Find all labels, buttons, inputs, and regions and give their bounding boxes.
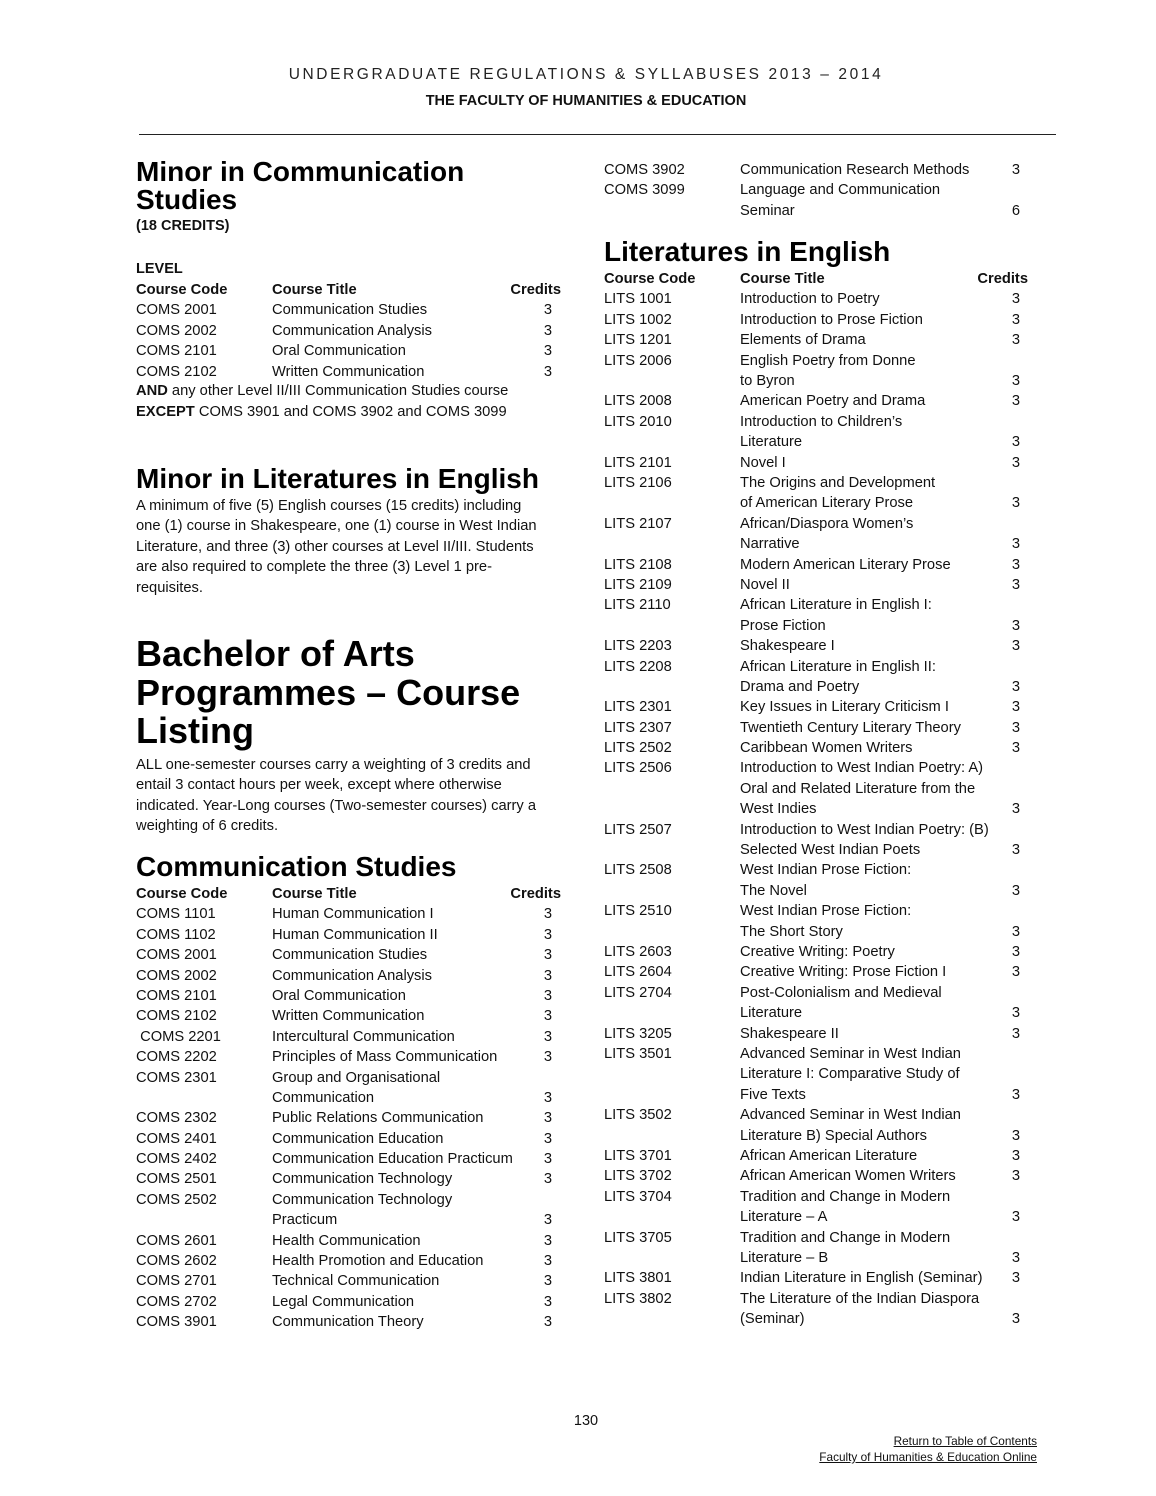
course-code: LITS 1201 — [604, 332, 672, 349]
table-row — [604, 983, 1034, 1024]
course-code: COMS 2002 — [136, 967, 217, 984]
course-credits: 3 — [1011, 291, 1020, 308]
faculty-header: THE FACULTY OF HUMANITIES & EDUCATION — [425, 93, 747, 109]
course-code: LITS 2109 — [604, 576, 672, 593]
course-credits: 3 — [543, 1110, 552, 1127]
course-credits: 3 — [1011, 1086, 1020, 1103]
course-credits: 3 — [1011, 311, 1020, 328]
credits-note: (18 CREDITS) — [136, 218, 230, 234]
table-row — [136, 1006, 572, 1026]
table-row — [136, 1068, 572, 1109]
table-row — [604, 391, 1034, 411]
table-row — [604, 758, 1034, 819]
course-title: Novel II — [740, 576, 790, 593]
course-credits: 3 — [1011, 576, 1020, 593]
course-credits: 3 — [1011, 740, 1020, 757]
table-row — [604, 1105, 1034, 1146]
course-credits: 3 — [1011, 556, 1020, 573]
table-row — [604, 820, 1034, 861]
course-code: LITS 2110 — [604, 597, 671, 614]
course-credits: 3 — [1011, 162, 1020, 178]
course-credits: 3 — [1011, 536, 1020, 553]
lit-english-heading: Literatures in English — [604, 236, 891, 267]
paragraph-line: indicated. Year-Long courses (Two-semester courses) carry a — [136, 797, 537, 814]
course-title: African American Literature — [740, 1148, 918, 1164]
ba-heading-line3: Listing — [136, 710, 254, 751]
header-course-code: Course Code — [136, 886, 228, 902]
table-row — [604, 1024, 1034, 1044]
course-title: Creative Writing: Poetry — [740, 944, 895, 961]
table-row — [136, 341, 572, 361]
course-title: Principles of Mass Communication — [272, 1049, 498, 1066]
table-row — [604, 901, 1034, 942]
course-credits: 3 — [1011, 372, 1020, 389]
course-code: LITS 2507 — [604, 821, 672, 838]
paragraph-line: requisites. — [136, 579, 203, 596]
course-code: LITS 2108 — [604, 556, 672, 573]
header-course-code: Course Code — [604, 271, 696, 287]
course-code: LITS 2502 — [604, 740, 672, 757]
course-title: Human Communication II — [272, 926, 438, 943]
course-credits: 3 — [543, 1130, 552, 1147]
table-row — [604, 514, 1034, 555]
course-code: LITS 2106 — [604, 474, 672, 491]
table-header — [604, 269, 1034, 289]
course-credits: 3 — [543, 1253, 552, 1270]
course-credits: 3 — [1011, 719, 1020, 736]
return-to-toc-link[interactable]: Return to Table of Contents — [893, 1434, 1037, 1448]
course-code: LITS 2208 — [604, 658, 672, 675]
course-code: LITS 1002 — [604, 311, 672, 328]
course-code: LITS 3501 — [604, 1046, 672, 1063]
table-row — [136, 1129, 572, 1149]
course-code: LITS 3702 — [604, 1168, 672, 1185]
table-row — [136, 1251, 572, 1271]
table-row — [136, 321, 572, 341]
course-title: Communication Research Methods — [740, 162, 970, 178]
course-title: Communication Studies — [272, 947, 428, 964]
course-code: COMS 2502 — [136, 1191, 217, 1208]
table-row — [604, 1166, 1034, 1186]
course-title: Technical Communication — [272, 1273, 440, 1290]
table-row — [604, 657, 1034, 698]
course-credits: 3 — [543, 1273, 552, 1290]
table-row — [136, 904, 572, 924]
table-row — [604, 351, 1034, 392]
course-title: Language and Communication Seminar — [740, 182, 941, 219]
course-title: African/Diaspora Women’s Narrative — [740, 515, 914, 553]
course-code: COMS 2001 — [136, 302, 217, 319]
course-code: COMS 1102 — [136, 926, 216, 943]
course-title: Tradition and Change in Modern Literature – B — [740, 1229, 951, 1266]
course-credits: 3 — [1011, 964, 1020, 981]
paragraph-line: weighting of 6 credits. — [136, 818, 279, 835]
course-code: COMS 2702 — [136, 1293, 217, 1310]
course-title: Communication Education — [272, 1130, 444, 1147]
course-code: LITS 2010 — [604, 413, 672, 430]
table-row — [136, 1312, 572, 1332]
course-title: Written Communication — [272, 363, 425, 380]
table-row — [136, 362, 572, 382]
table-row — [136, 1271, 572, 1291]
course-credits: 3 — [543, 1314, 552, 1331]
table-row — [604, 412, 1034, 453]
course-credits: 3 — [543, 302, 552, 319]
course-title: Oral Communication — [272, 343, 406, 360]
course-credits: 3 — [1011, 678, 1020, 695]
paragraph-line: Literature, and three (3) other courses at Level II/III. Students — [136, 538, 534, 555]
table-row — [604, 160, 1034, 180]
table-row — [136, 1047, 572, 1067]
course-code: COMS 2601 — [136, 1232, 217, 1249]
course-credits: 3 — [543, 322, 552, 339]
table-row — [136, 1231, 572, 1251]
course-credits: 6 — [1011, 202, 1020, 219]
course-code: LITS 3705 — [604, 1229, 672, 1246]
ba-heading-line2: Programmes – Course — [136, 671, 521, 713]
except-text: COMS 3901 and COMS 3902 and COMS 3099 — [194, 404, 507, 420]
minor-comm-heading-line1: Minor in Communication — [136, 156, 465, 187]
course-credits: 3 — [543, 1028, 552, 1045]
course-code: LITS 2008 — [604, 393, 672, 410]
and-text: any other Level II/III Communication Studies course — [167, 383, 509, 399]
minor-lit-heading: Minor in Literatures in English — [136, 463, 539, 494]
table-row — [604, 738, 1034, 758]
header-rule — [139, 134, 1056, 135]
course-title: Health Promotion and Education — [272, 1253, 484, 1270]
course-credits: 3 — [1011, 434, 1020, 451]
table-row — [604, 942, 1034, 962]
header-course-title: Course Title — [272, 282, 357, 298]
course-title: Communication Studies — [272, 302, 428, 319]
course-title: African Literature in English II: Drama and Poetry — [740, 658, 936, 695]
table-row — [604, 1228, 1034, 1269]
course-credits: 3 — [543, 947, 552, 964]
course-code: COMS 2002 — [136, 322, 217, 339]
course-title: Elements of Drama — [740, 332, 866, 349]
course-title: Group and Organisational Communication — [272, 1069, 441, 1106]
lit-english-table — [604, 269, 1034, 1330]
table-row — [604, 575, 1034, 595]
course-credits: 3 — [1011, 842, 1020, 859]
table-row — [604, 718, 1034, 738]
course-title: Introduction to West Indian Poetry: (B) Selected West Indian Poets — [740, 821, 989, 859]
table-row — [604, 595, 1034, 636]
course-title: Introduction to Poetry — [740, 291, 880, 308]
header-credits: Credits — [977, 271, 1028, 287]
course-title: The Origins and Development of American Literary Prose — [740, 474, 936, 512]
course-credits: 3 — [1011, 1148, 1020, 1164]
course-credits: 3 — [1011, 393, 1020, 410]
course-title: Intercultural Communication — [272, 1028, 455, 1045]
course-title: The Literature of the Indian Diaspora (Seminar) — [740, 1290, 980, 1328]
course-title: African American Women Writers — [740, 1168, 956, 1185]
course-code: COMS 2101 — [136, 343, 217, 360]
course-title: Key Issues in Literary Criticism I — [740, 699, 949, 716]
except-label: EXCEPT — [136, 404, 195, 420]
table-row — [604, 453, 1034, 473]
course-title: Health Communication — [272, 1232, 421, 1249]
and-label: AND — [136, 383, 168, 399]
course-title: Advanced Seminar in West Indian Literature B) Special Authors — [740, 1107, 961, 1144]
course-code: COMS 2701 — [136, 1273, 217, 1290]
table-row — [604, 473, 1034, 514]
course-title: Communication Technology — [272, 1171, 453, 1188]
table-row — [136, 1292, 572, 1312]
and-note — [136, 383, 508, 399]
paragraph-line: one (1) course in Shakespeare, one (1) course in West Indian — [136, 518, 537, 535]
course-credits: 3 — [1011, 699, 1020, 716]
course-code: LITS 3801 — [604, 1270, 672, 1287]
table-row — [604, 310, 1034, 330]
except-note — [136, 404, 507, 420]
course-credits: 3 — [543, 343, 552, 360]
course-code: LITS 2704 — [604, 984, 672, 1001]
course-code: COMS 2602 — [136, 1253, 217, 1270]
course-code: LITS 3701 — [604, 1148, 672, 1164]
course-code: LITS 2107 — [604, 515, 672, 532]
course-code: COMS 3099 — [604, 182, 685, 199]
course-title: Public Relations Communication — [272, 1110, 484, 1127]
table-row — [136, 1190, 572, 1231]
course-credits: 3 — [1011, 1127, 1020, 1144]
course-title: English Poetry from Donne to Byron — [740, 352, 916, 389]
course-credits: 3 — [543, 1212, 552, 1229]
course-credits: 3 — [1011, 495, 1020, 512]
ba-paragraph — [136, 755, 576, 837]
course-title: Human Communication I — [272, 906, 434, 923]
course-credits: 3 — [543, 1293, 552, 1310]
course-code: COMS 3901 — [136, 1314, 217, 1331]
course-title: Introduction to West Indian Poetry: A) Oral and Related Literature from the West Indies — [740, 760, 984, 818]
course-title: Communication Education Practicum — [272, 1151, 513, 1168]
minor-lit-paragraph — [136, 496, 576, 598]
minor-comm-table — [136, 280, 572, 382]
course-code: COMS 2102 — [136, 363, 217, 380]
table-row — [604, 330, 1034, 350]
course-credits: 3 — [543, 1008, 552, 1025]
course-code: LITS 1001 — [604, 291, 672, 308]
course-title: Introduction to Children’s Literature — [740, 413, 903, 451]
course-title: Communication Analysis — [272, 322, 432, 339]
comm-studies-heading: Communication Studies — [136, 851, 457, 882]
course-title: Communication Theory — [272, 1314, 424, 1331]
course-credits: 3 — [543, 987, 552, 1004]
paragraph-line: entail 3 contact hours per week, except where otherwise — [136, 777, 502, 794]
comm-studies-table — [136, 884, 572, 1333]
course-credits: 3 — [543, 967, 552, 984]
course-title: Creative Writing: Prose Fiction I — [740, 964, 947, 981]
table-row — [136, 1027, 572, 1047]
table-row — [604, 180, 1034, 221]
level-label: LEVEL — [136, 261, 183, 277]
course-code: COMS 2102 — [136, 1008, 217, 1025]
table-row — [604, 1268, 1034, 1288]
course-credits: 3 — [1011, 1168, 1020, 1185]
course-credits: 3 — [1011, 638, 1020, 655]
course-code: COMS 2302 — [136, 1110, 217, 1127]
course-credits: 3 — [1011, 944, 1020, 961]
course-code: LITS 2307 — [604, 719, 672, 736]
table-row — [136, 1108, 572, 1128]
course-title: Oral Communication — [272, 987, 406, 1004]
course-credits: 3 — [1011, 1249, 1020, 1266]
table-row — [136, 300, 572, 320]
course-code: COMS 2202 — [136, 1049, 217, 1066]
course-title: African Literature in English I: Prose Fiction — [740, 597, 932, 634]
table-header — [136, 884, 572, 904]
course-code: LITS 3704 — [604, 1188, 672, 1205]
course-code: COMS 2402 — [136, 1151, 217, 1168]
table-row — [136, 925, 572, 945]
header-credits: Credits — [510, 282, 561, 298]
ba-heading-line1: Bachelor of Arts — [136, 633, 415, 674]
course-title: Indian Literature in English (Seminar) — [740, 1270, 983, 1287]
page-number: 130 — [573, 1413, 599, 1429]
table-row — [136, 986, 572, 1006]
course-title: Novel I — [740, 454, 786, 471]
course-code: COMS 2301 — [136, 1069, 217, 1086]
course-title: Communication Technology Practicum — [272, 1191, 453, 1229]
course-title: Shakespeare I — [740, 638, 835, 655]
course-credits: 3 — [543, 926, 552, 943]
header-course-title: Course Title — [272, 886, 357, 902]
table-row — [136, 966, 572, 986]
course-credits: 3 — [1011, 1209, 1020, 1226]
paragraph-line: A minimum of five (5) English courses (15 credits) including — [136, 498, 522, 514]
table-row — [604, 636, 1034, 656]
course-credits: 3 — [543, 1171, 552, 1188]
paragraph-line: are also required to complete the three (3) Level 1 pre- — [136, 559, 492, 576]
paragraph-line: ALL one-semester courses carry a weighting of 3 credits and — [136, 757, 531, 773]
table-row — [604, 962, 1034, 982]
course-code: COMS 2101 — [136, 987, 217, 1004]
course-code: LITS 2506 — [604, 760, 672, 777]
course-code: LITS 2203 — [604, 638, 672, 655]
course-code: LITS 2301 — [604, 699, 672, 716]
course-title: Tradition and Change in Modern Literature – A — [740, 1188, 951, 1226]
course-credits: 3 — [1011, 882, 1020, 899]
course-code: COMS 2401 — [136, 1130, 217, 1147]
header-course-code: Course Code — [136, 282, 228, 298]
course-title: Legal Communication — [272, 1293, 415, 1310]
course-title: West Indian Prose Fiction: The Short Story — [740, 903, 912, 940]
course-credits: 3 — [1011, 617, 1020, 634]
course-title: West Indian Prose Fiction: The Novel — [740, 862, 912, 899]
course-code: LITS 2508 — [604, 862, 672, 879]
course-code: LITS 2604 — [604, 964, 672, 981]
course-credits: 3 — [543, 906, 552, 923]
course-code: LITS 2510 — [604, 903, 672, 920]
table-row — [604, 697, 1034, 717]
comm-continued-table — [604, 160, 1034, 221]
course-title: Shakespeare II — [740, 1025, 839, 1042]
table-row — [136, 1149, 572, 1169]
course-credits: 3 — [1011, 332, 1020, 349]
faculty-online-link[interactable]: Faculty of Humanities & Education Online — [819, 1450, 1037, 1464]
course-code: LITS 2603 — [604, 944, 672, 961]
course-title: Communication Analysis — [272, 967, 432, 984]
course-credits: 3 — [543, 1232, 552, 1249]
course-credits: 3 — [543, 363, 552, 380]
course-title: American Poetry and Drama — [740, 393, 926, 410]
course-title: Twentieth Century Literary Theory — [740, 719, 961, 736]
course-code: LITS 3205 — [604, 1025, 672, 1042]
course-credits: 3 — [543, 1151, 552, 1168]
table-row — [604, 1187, 1034, 1228]
course-code: COMS 3902 — [604, 162, 685, 178]
course-credits: 3 — [1011, 801, 1020, 818]
course-title: Introduction to Prose Fiction — [740, 311, 923, 328]
course-credits: 3 — [543, 1049, 552, 1066]
course-credits: 3 — [1011, 1005, 1020, 1022]
course-title: Post-Colonialism and Medieval Literature — [740, 984, 942, 1022]
table-row — [604, 289, 1034, 309]
table-header — [136, 280, 572, 300]
table-row — [604, 860, 1034, 901]
header-credits: Credits — [510, 886, 561, 902]
course-code: COMS 2001 — [136, 947, 217, 964]
course-code: LITS 3802 — [604, 1290, 672, 1307]
course-code: LITS 2006 — [604, 352, 672, 369]
course-credits: 3 — [1011, 1270, 1020, 1287]
course-credits: 3 — [1011, 454, 1020, 471]
table-row — [604, 1289, 1034, 1330]
minor-comm-heading-line2: Studies — [136, 184, 238, 215]
table-row — [136, 1169, 572, 1189]
course-credits: 3 — [543, 1089, 552, 1106]
course-code: COMS 2501 — [136, 1171, 217, 1188]
course-code: LITS 2101 — [604, 454, 672, 471]
course-code: COMS 2201 — [136, 1028, 221, 1045]
course-credits: 3 — [1011, 923, 1020, 940]
minor-comm-heading — [136, 158, 464, 214]
footer-links — [819, 1433, 1037, 1465]
course-title: Written Communication — [272, 1008, 425, 1025]
table-row — [604, 1146, 1034, 1166]
running-header: UNDERGRADUATE REGULATIONS & SYLLABUSES 2013 – 2014 — [288, 66, 884, 83]
course-credits: 3 — [1011, 1025, 1020, 1042]
ba-heading — [136, 635, 520, 751]
course-title: Caribbean Women Writers — [740, 740, 913, 757]
table-row — [136, 945, 572, 965]
course-title: Advanced Seminar in West Indian Literature I: Comparative Study of Five Texts — [740, 1046, 961, 1103]
course-code: LITS 3502 — [604, 1107, 672, 1124]
header-course-title: Course Title — [740, 271, 825, 287]
table-row — [604, 1044, 1034, 1105]
course-code: COMS 1101 — [136, 906, 216, 923]
table-row — [604, 555, 1034, 575]
course-title: Modern American Literary Prose — [740, 556, 951, 573]
course-credits: 3 — [1011, 1311, 1020, 1328]
